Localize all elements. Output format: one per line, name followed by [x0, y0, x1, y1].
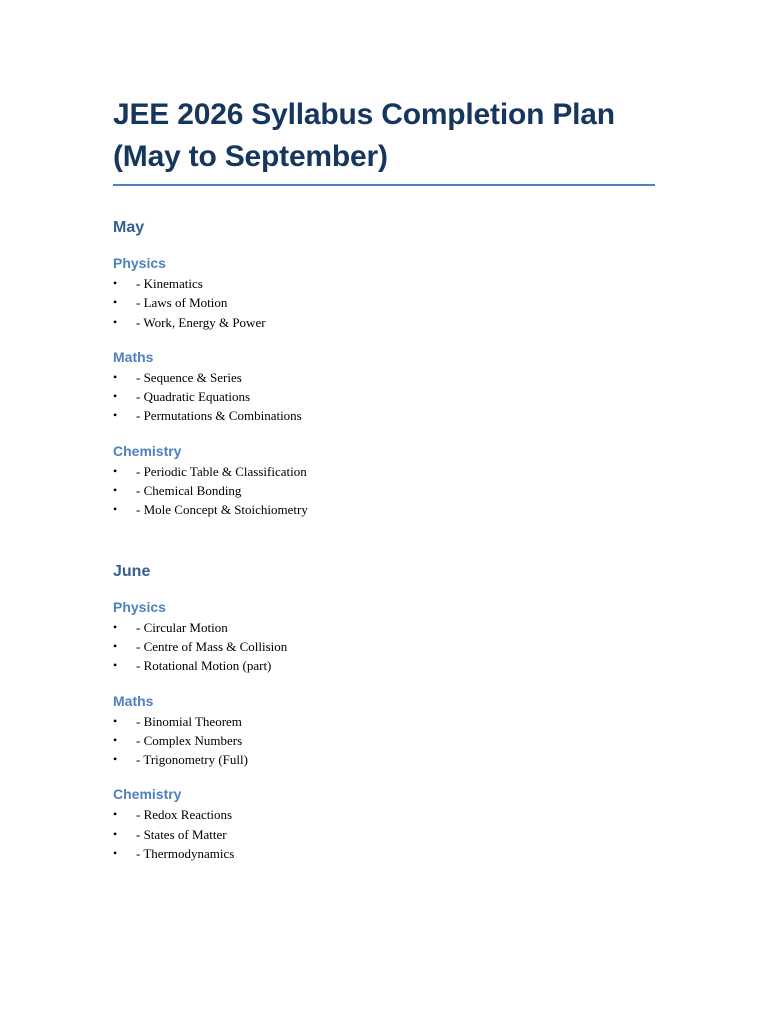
topic-text: - Trigonometry (Full): [136, 752, 248, 768]
list-item: [113, 500, 655, 519]
bullet-icon: •: [113, 752, 118, 767]
list-item: [113, 712, 655, 731]
list-item: [113, 656, 655, 675]
document-page: [113, 94, 655, 863]
topic-list: [113, 274, 655, 332]
bullet-icon: •: [113, 483, 118, 498]
bullet-icon: •: [113, 658, 118, 673]
topic-list: [113, 462, 655, 520]
subject-heading-maths: Maths: [113, 692, 154, 709]
topic-text: - Binomial Theorem: [136, 713, 242, 729]
topic-text: - Centre of Mass & Collision: [136, 638, 288, 654]
topic-text: - Periodic Table & Classification: [136, 463, 307, 479]
subject-heading-chemistry: Chemistry: [113, 442, 182, 459]
list-item: [113, 274, 655, 293]
bullet-icon: •: [113, 463, 118, 478]
topic-text: - Quadratic Equations: [136, 389, 251, 405]
list-item: [113, 844, 655, 863]
topic-list: [113, 712, 655, 770]
title-line-2: (May to September): [113, 140, 388, 173]
topic-text: - Redox Reactions: [136, 807, 233, 823]
subject-heading-physics: Physics: [113, 598, 166, 615]
bullet-icon: •: [113, 846, 118, 861]
bullet-icon: •: [113, 619, 118, 634]
bullet-icon: •: [113, 826, 118, 841]
month-section-may: [113, 216, 655, 520]
list-item: [113, 313, 655, 332]
document-title: [113, 94, 655, 186]
bullet-icon: •: [113, 502, 118, 517]
subject-heading-chemistry: Chemistry: [113, 786, 182, 803]
topic-text: - Thermodynamics: [136, 846, 235, 862]
month-heading: June: [113, 562, 151, 580]
topic-text: - Circular Motion: [136, 619, 228, 635]
topic-text: - Chemical Bonding: [136, 483, 242, 499]
bullet-icon: •: [113, 295, 118, 310]
bullet-icon: •: [113, 369, 118, 384]
topic-text: - States of Matter: [136, 826, 227, 842]
month-heading: May: [113, 219, 145, 236]
subject-heading-physics: Physics: [113, 255, 166, 271]
list-item: [113, 462, 655, 481]
subject-heading-maths: Maths: [113, 348, 154, 365]
list-item: [113, 406, 655, 425]
title-line-1: JEE 2026 Syllabus Completion Plan: [113, 98, 615, 131]
bullet-icon: •: [113, 389, 118, 404]
list-item: [113, 825, 655, 844]
list-item: [113, 481, 655, 500]
topic-text: - Laws of Motion: [136, 295, 228, 311]
topic-list: [113, 368, 655, 426]
topic-list: [113, 805, 655, 863]
topic-text: - Permutations & Combinations: [136, 408, 302, 424]
list-item: [113, 637, 655, 656]
list-item: [113, 750, 655, 769]
bullet-icon: •: [113, 732, 118, 747]
bullet-icon: •: [113, 807, 118, 822]
topic-text: - Mole Concept & Stoichiometry: [136, 502, 308, 518]
month-section-june: [113, 560, 655, 864]
list-item: [113, 293, 655, 312]
topic-text: - Rotational Motion (part): [136, 658, 272, 674]
topic-text: - Complex Numbers: [136, 732, 243, 748]
list-item: [113, 731, 655, 750]
topic-text: - Kinematics: [136, 276, 203, 291]
topic-text: - Sequence & Series: [136, 369, 242, 385]
list-item: [113, 805, 655, 824]
list-item: [113, 387, 655, 406]
bullet-icon: •: [113, 713, 118, 728]
topic-list: [113, 618, 655, 676]
topic-text: - Work, Energy & Power: [136, 314, 266, 330]
bullet-icon: •: [113, 408, 118, 423]
bullet-icon: •: [113, 314, 118, 329]
list-item: [113, 618, 655, 637]
list-item: [113, 368, 655, 387]
bullet-icon: •: [113, 638, 118, 653]
bullet-icon: •: [113, 276, 118, 290]
